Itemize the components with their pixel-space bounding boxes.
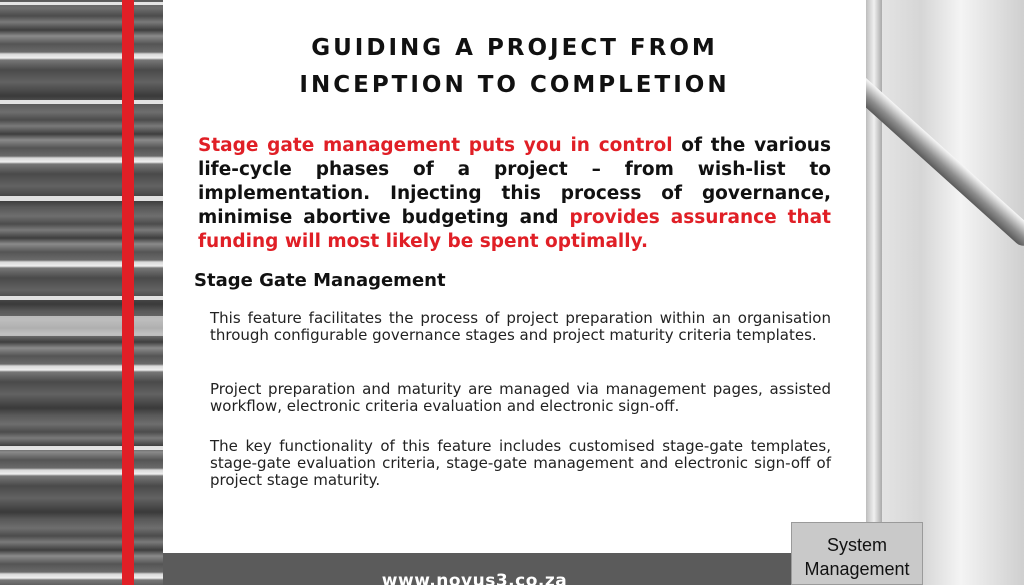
footer-bar: [163, 553, 866, 585]
intro-text: of the various life-cycle phases of a project – from wish-list to implementation. Injecting this process of governance, minimise abortive budgeting and: [198, 135, 831, 228]
website-link[interactable]: www.novus3.co.za: [381, 571, 568, 585]
main-content: [163, 0, 866, 553]
tag-line-2: Management: [804, 559, 910, 579]
railing-photo: [866, 0, 1024, 585]
stairs-photo: [0, 0, 163, 585]
body-paragraph-1: This feature facilitates the process of project preparation within an organisation through configurable governance stages and project maturity criteria templates.: [210, 309, 831, 344]
intro-paragraph: [198, 134, 831, 254]
page-title: [163, 30, 866, 104]
category-tag: [791, 522, 923, 585]
title-line-1: GUIDING A PROJECT FROM: [311, 35, 718, 61]
body-paragraph-2: Project preparation and maturity are managed via management pages, assisted workflow, electronic criteria evaluation and electronic sign-off.: [210, 380, 831, 415]
tag-line-1: System: [826, 535, 887, 555]
body-paragraph-3: The key functionality of this feature includes customised stage-gate templates, stage-gate evaluation criteria, stage-gate management and electronic sign-off of project stage maturity.: [210, 437, 831, 489]
title-line-2: INCEPTION TO COMPLETION: [299, 72, 730, 98]
section-heading: Stage Gate Management: [194, 270, 446, 291]
red-accent-bar: [122, 0, 134, 585]
intro-highlight-1: Stage gate management puts you in control: [198, 135, 673, 156]
intro-highlight-2: provides assurance that funding will most likely be spent optimally.: [198, 207, 831, 252]
